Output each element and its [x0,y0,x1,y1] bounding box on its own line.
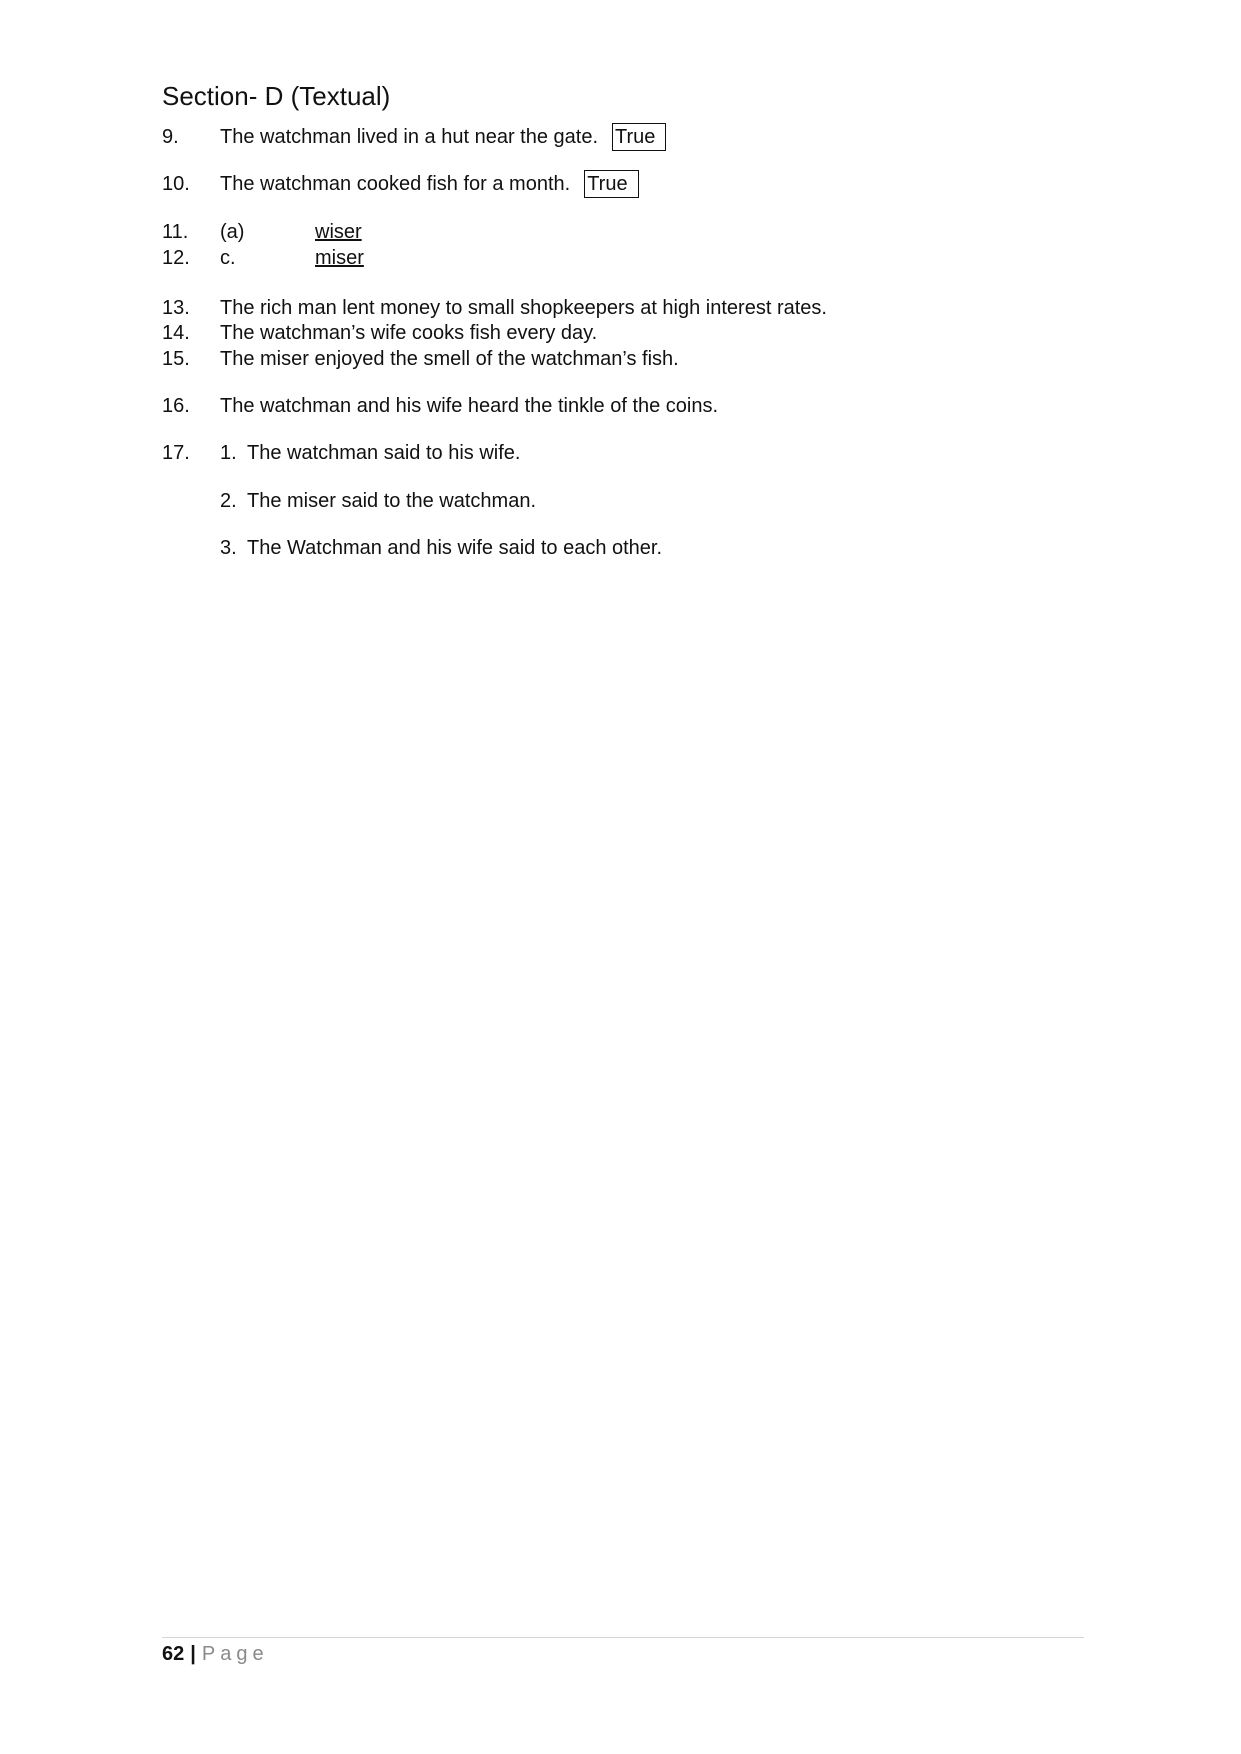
sub-item-number: 2. [220,490,237,512]
sub-item-text: The miser said to the watchman. [247,490,537,512]
question-number: 14. [162,322,190,344]
answer-text: The miser enjoyed the smell of the watchman’s fish. [220,348,679,370]
page-footer [162,1640,269,1668]
section-title: Section- D (Textual) [162,81,391,111]
question-number: 15. [162,348,190,370]
answer-word: wiser [315,221,362,243]
question-number: 12. [162,247,190,269]
footer-divider [162,1637,1084,1638]
footer-separator: | [190,1643,196,1665]
answer-text: The watchman’s wife cooks fish every day. [220,322,598,344]
answer-box: True [612,123,666,151]
page-number: 62 [162,1643,185,1665]
sub-item-number: 3. [220,537,237,559]
question-number: 13. [162,297,190,319]
option-label: c. [220,247,236,269]
sub-item-number: 1. [220,442,237,464]
sub-item [220,439,520,467]
sub-item-text: The Watchman and his wife said to each other. [247,537,663,559]
answer-text: The rich man lent money to small shopkeepers at high interest rates. [220,297,827,319]
answer-text: The watchman and his wife heard the tinkle of the coins. [220,395,719,417]
sub-item [220,534,662,562]
answer-word: miser [315,247,364,269]
question-number: 16. [162,395,190,417]
question-number: 9. [162,126,179,148]
page-label: Page [201,1643,269,1665]
option-label: (a) [220,221,245,243]
question-text: The watchman lived in a hut near the gate. [220,126,599,148]
question-number: 17. [162,442,190,464]
question-number: 10. [162,173,190,195]
sub-item-text: The watchman said to his wife. [247,442,521,464]
sub-item [220,487,536,515]
answer-box: True [584,170,638,198]
question-text: The watchman cooked fish for a month. [220,173,571,195]
question-number: 11. [162,221,189,243]
